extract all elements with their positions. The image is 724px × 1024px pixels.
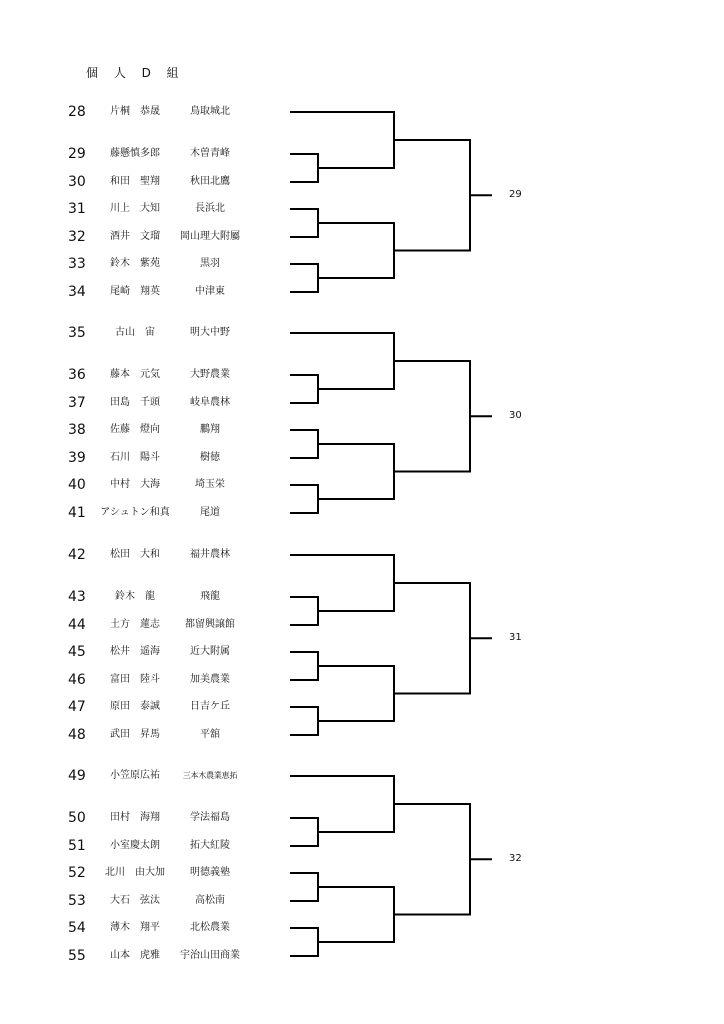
player-number: 53 [68,893,86,909]
bracket-line [290,333,394,389]
bracket-line [290,209,318,237]
player-name: 原田 泰誠 [110,701,160,712]
bracket-line [290,555,394,611]
bracket-line [318,887,394,942]
player-name: 川上 大知 [110,203,160,214]
player-school: 尾道 [200,507,220,518]
bracket-line [318,444,394,499]
player-number: 42 [68,547,86,563]
player-number: 41 [68,505,86,521]
player-name: 薄木 翔平 [110,922,160,933]
bracket-line [290,375,318,403]
player-number: 48 [68,727,86,743]
player-school: 北松農業 [190,922,230,933]
bracket-line [290,818,318,846]
bracket-line [290,707,318,735]
player-number: 34 [68,284,86,300]
bracket-line [318,666,394,721]
player-number: 51 [68,838,86,854]
player-school: 学法福島 [190,812,230,823]
bracket-line [290,597,318,625]
player-school: 岐阜農林 [190,397,230,408]
player-name: 田村 海翔 [110,812,160,823]
player-number: 40 [68,477,86,493]
player-name: 田島 千頭 [110,397,160,408]
bracket-line [394,361,470,472]
player-name: 山本 虎雅 [110,950,160,961]
player-number: 50 [68,810,86,826]
player-name: 土方 蓮志 [110,619,160,630]
player-school: 拓大紅陵 [190,840,230,851]
player-school: 樹徳 [200,452,220,463]
bracket-line [394,583,470,694]
player-name: 酒井 文瑠 [110,231,160,242]
player-name: 尾崎 翔英 [110,286,160,297]
player-name: 大石 弦汰 [110,895,160,906]
bracket-line [290,652,318,680]
player-school: 高松南 [195,895,225,906]
player-number: 39 [68,450,86,466]
player-name: 佐藤 燈向 [110,424,160,435]
player-name: 藤懸慎多郎 [110,148,160,159]
bracket-line [290,873,318,901]
player-school: 福井農林 [190,549,230,560]
bracket-line [290,928,318,956]
player-number: 32 [68,229,86,245]
player-number: 54 [68,920,86,936]
player-name: 富田 陸斗 [110,674,160,685]
player-name: 鈴木 紫苑 [110,258,160,269]
bracket-line [318,223,394,278]
player-number: 31 [68,201,86,217]
player-school: 長浜北 [195,203,225,214]
player-name: 石川 陽斗 [110,452,160,463]
player-number: 43 [68,589,86,605]
player-number: 33 [68,256,86,272]
player-number: 35 [68,325,86,341]
seed-number: 32 [509,853,522,864]
player-school: 黒羽 [200,258,220,269]
bracket-line [394,140,470,251]
bracket-line [394,804,470,915]
player-school: 加美農業 [190,674,230,685]
bracket-line [290,776,394,832]
player-school: 日吉ケ丘 [190,701,230,712]
seed-number: 29 [509,189,522,200]
player-school: 明德義塾 [190,867,230,878]
player-school: 木曽青峰 [190,148,230,159]
player-number: 49 [68,768,86,784]
player-school: 鵬翔 [200,424,220,435]
bracket-line [290,485,318,513]
player-number: 29 [68,146,86,162]
player-name: 松井 遥海 [110,646,160,657]
player-school: 中津東 [195,286,225,297]
bracket-line [290,112,394,168]
player-number: 55 [68,948,86,964]
player-school: 大野農業 [190,369,230,380]
player-number: 37 [68,395,86,411]
player-number: 52 [68,865,86,881]
bracket-line [290,154,318,182]
player-name: 小笠原広祐 [110,770,160,781]
player-school: 近大附属 [190,646,230,657]
player-name: 武田 昇馬 [110,729,160,740]
seed-number: 30 [509,410,522,421]
player-name: 小室慶太朗 [110,840,160,851]
player-school: 三本木農業恵拓 [182,771,238,780]
player-name: 北川 由大加 [105,867,165,878]
player-school: 明大中野 [190,327,230,338]
player-school: 平舘 [200,729,220,740]
player-number: 36 [68,367,86,383]
player-school: 都留興譲館 [185,619,235,630]
player-school: 宇治山田商業 [180,950,240,961]
player-name: 中村 大海 [110,479,160,490]
player-name: アシュトン和真 [100,507,170,518]
player-number: 45 [68,644,86,660]
bracket-line [290,264,318,292]
bracket-line [290,430,318,458]
player-school: 岡山理大附屬 [180,231,240,242]
player-school: 鳥取城北 [190,106,230,117]
player-school: 秋田北鷹 [190,176,230,187]
player-number: 47 [68,699,86,715]
player-name: 鈴木 龍 [115,591,155,602]
player-name: 松田 大和 [110,549,160,560]
player-number: 38 [68,422,86,438]
player-name: 古山 宙 [115,327,155,338]
player-name: 和田 聖翔 [110,176,160,187]
player-number: 28 [68,104,86,120]
player-number: 30 [68,174,86,190]
player-school: 飛龍 [200,591,220,602]
player-name: 藤本 元気 [110,369,160,380]
group-title: 個 人 D 組 [86,66,185,80]
player-number: 44 [68,617,86,633]
seed-number: 31 [509,632,522,643]
player-school: 埼玉栄 [195,479,225,490]
player-number: 46 [68,672,86,688]
player-name: 片桐 恭晟 [110,106,160,117]
